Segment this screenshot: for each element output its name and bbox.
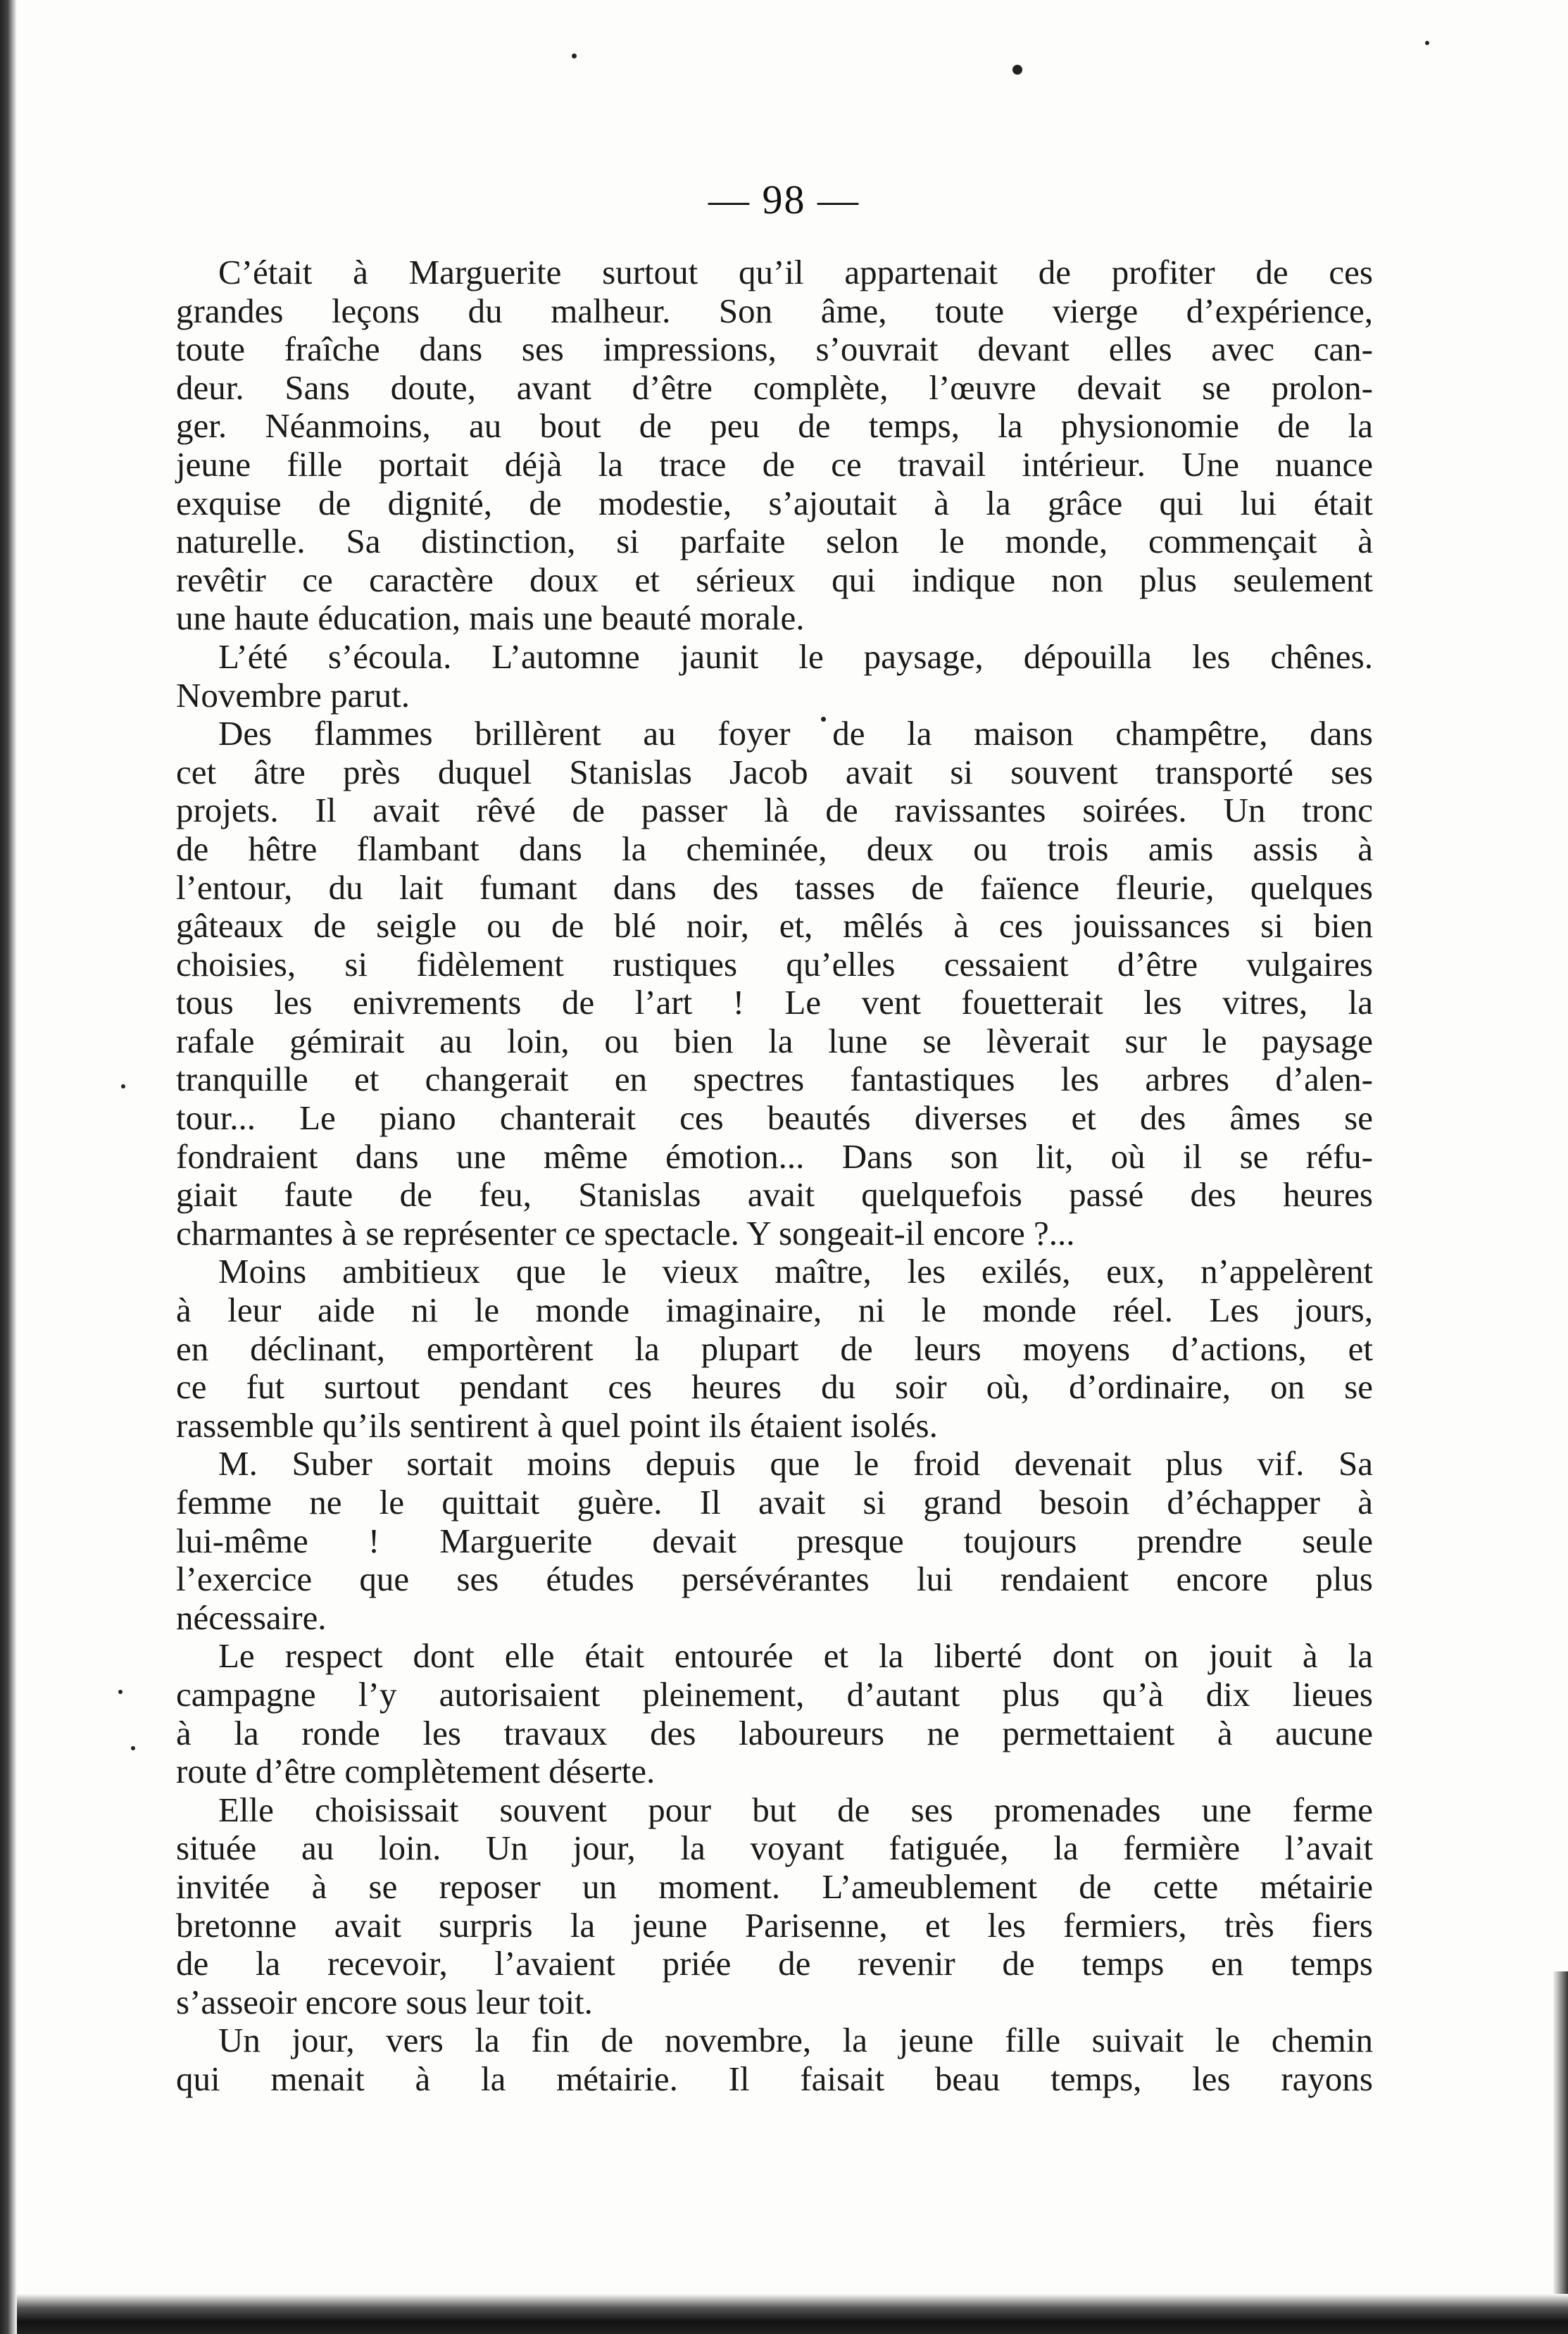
page-binding-edge [0,0,17,2334]
text-line: fondraient dans une même émotion... Dans son lit, où il se réfu- [176,1136,1373,1176]
text-line: une haute éducation, mais une beauté morale. [176,598,805,638]
text-line: femme ne le quittait guère. Il avait si grand besoin d’échapper à [176,1483,1373,1522]
text-line: jeune fille portait déjà la trace de ce travail intérieur. Une nuance [176,444,1373,484]
text-line: s’asseoir encore sous leur toit. [176,1982,593,2021]
ink-speck [1012,65,1022,75]
page-edge-shadow [1553,1971,1568,2302]
scan-bottom-edge [17,2294,1568,2334]
text-line: gâteaux de seigle ou de blé noir, et, mêlés à ces jouissances si bien [176,906,1373,946]
text-line: C’était à Marguerite surtout qu’il appartenait de profiter de ces [218,253,1373,291]
text-line: Un jour, vers la fin de novembre, la jeune fille suivait le chemin [218,2021,1373,2060]
text-line: Novembre parut. [176,675,410,715]
text-line: rafale gémirait au loin, ou bien la lune se lèverait sur le paysage [176,1021,1373,1060]
ink-speck [1425,41,1429,45]
text-line: giait faute de feu, Stanislas avait quelquefois passé des heures [176,1175,1373,1215]
ink-speck [131,1746,135,1750]
text-line: deur. Sans doute, avant d’être complète, l’œuvre devait se prolon- [176,368,1373,407]
text-line: ger. Néanmoins, au bout de peu de temps, la physionomie de la [176,406,1373,446]
text-line: ce fut surtout pendant ces heures du soir où, d’ordinaire, on se [176,1367,1373,1407]
text-line: située au loin. Un jour, la voyant fatiguée, la fermière l’avait [176,1828,1373,1868]
text-line: invitée à se reposer un moment. L’ameublement de cette métairie [176,1866,1373,1906]
body-text [176,253,1373,2099]
ink-speck [118,1690,123,1694]
text-line: L’été s’écoula. L’automne jaunit le paysage, dépouilla les chênes. [218,636,1373,676]
text-line: route d’être complètement déserte. [176,1752,656,1791]
text-line: l’entour, du lait fumant dans des tasses de faïence fleurie, quelques [176,867,1373,907]
text-line: tour... Le piano chanterait ces beautés diverses et des âmes se [176,1098,1373,1138]
text-line: tranquille et changerait en spectres fantastiques les arbres d’alen- [176,1060,1373,1099]
text-line: revêtir ce caractère doux et sérieux qui indique non plus seulement [176,560,1373,599]
text-line: charmantes à se représenter ce spectacle. Y songeait-il encore ?... [176,1213,1075,1253]
text-line: exquise de dignité, de modestie, s’ajoutait à la grâce qui lui était [176,483,1373,522]
text-line: choisies, si fidèlement rustiques qu’elles cessaient d’être vulgaires [176,944,1373,984]
text-line: Moins ambitieux que le vieux maître, les exilés, eux, n’appelèrent [218,1252,1373,1291]
page-number: — 98 — [708,177,860,222]
text-line: lui-même ! Marguerite devait presque toujours prendre seule [176,1521,1373,1560]
text-line: de la recevoir, l’avaient priée de revenir de temps en temps [176,1944,1373,1983]
text-line: M. Suber sortait moins depuis que le froid devenait plus vif. Sa [218,1444,1373,1483]
text-line: en déclinant, emportèrent la plupart de leurs moyens d’actions, et [176,1329,1373,1368]
text-line: l’exercice que ses études persévérantes lui rendaient encore plus [176,1560,1373,1599]
text-line: à leur aide ni le monde imaginaire, ni le monde réel. Les jours, [176,1291,1373,1330]
text-line: bretonne avait surpris la jeune Parisenne, et les fermiers, très fiers [176,1905,1373,1945]
text-line: qui menait à la métairie. Il faisait beau temps, les rayons [176,2059,1373,2098]
text-line: grandes leçons du malheur. Son âme, toute vierge d’expérience, [176,291,1373,330]
text-line: de hêtre flambant dans la cheminée, deux ou trois amis assis à [176,829,1373,868]
ink-speck [121,1084,125,1088]
text-line: toute fraîche dans ses impressions, s’ouvrait devant elles avec can- [176,330,1373,369]
text-line: Des flammes brillèrent au foyer de la maison champêtre, dans [218,714,1373,753]
text-line: à la ronde les travaux des laboureurs ne permettaient à aucune [176,1713,1373,1752]
text-line: nécessaire. [176,1598,327,1637]
text-line: Elle choisissait souvent pour but de ses promenades une ferme [218,1790,1373,1829]
text-line: campagne l’y autorisaient pleinement, d’autant plus qu’à dix lieues [176,1674,1373,1714]
text-line: Le respect dont elle était entourée et la liberté dont on jouit à la [218,1636,1373,1676]
text-line: projets. Il avait rêvé de passer là de ravissantes soirées. Un tronc [176,791,1373,830]
ink-speck [572,54,577,58]
text-line: rassemble qu’ils sentirent à quel point ils étaient isolés. [176,1405,938,1445]
text-line: cet âtre près duquel Stanislas Jacob avait si souvent transporté ses [176,752,1373,791]
text-line: naturelle. Sa distinction, si parfaite selon le monde, commençait à [176,522,1373,561]
text-line: tous les enivrements de l’art ! Le vent fouetterait les vitres, la [176,983,1373,1022]
